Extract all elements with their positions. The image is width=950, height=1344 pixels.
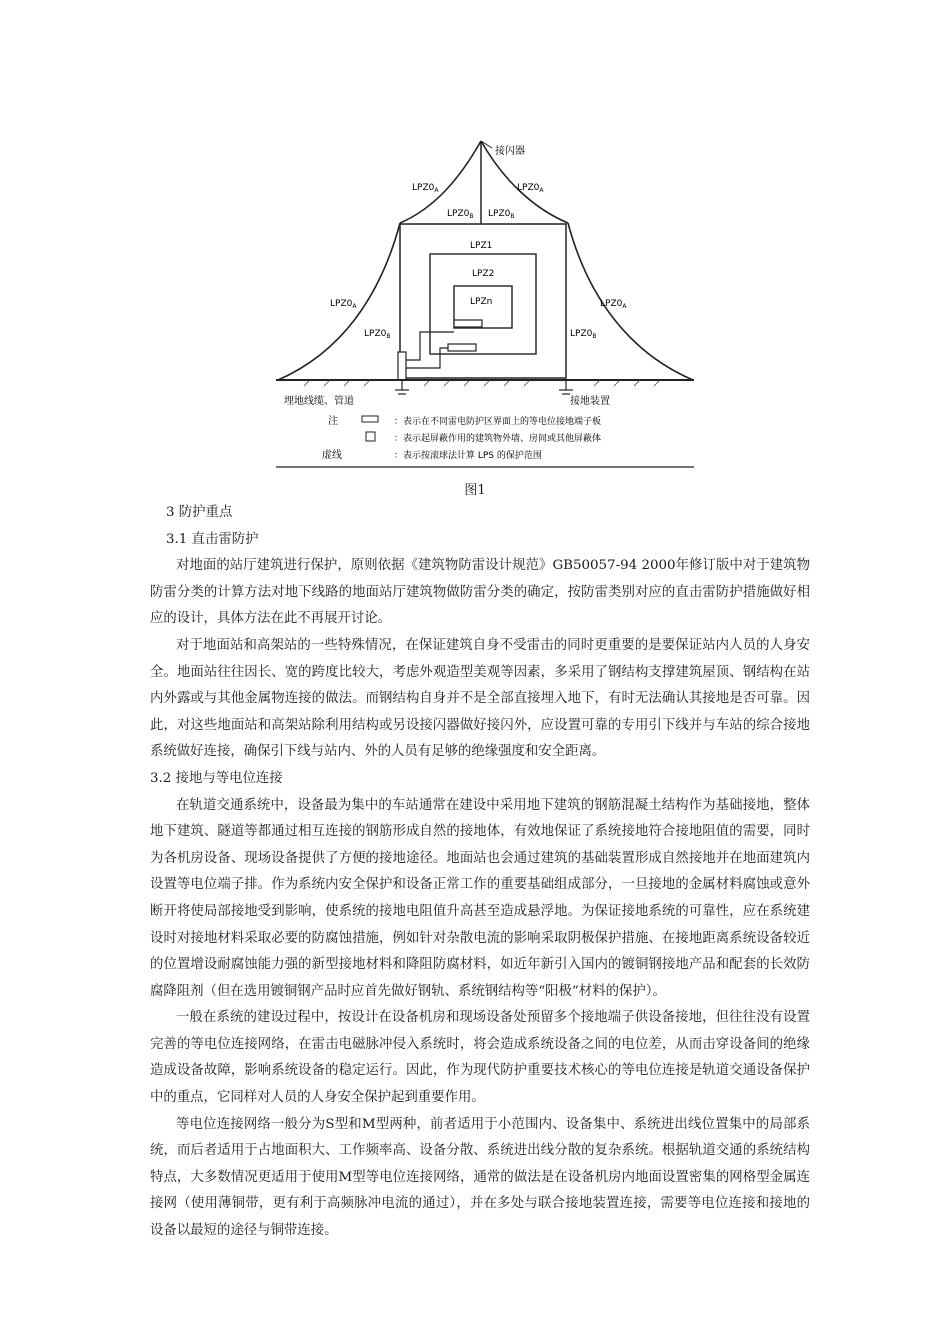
paragraph-2: 对于地面站和高架站的一些特殊情况，在保证建筑自身不受雷击的同时更重要的是要保证站内人员的人身安全。地面站往往因长、宽的跨度比较大，考虑外观造型美观等因素，多采用了钢结构支撑建筑屋顶、钢结构在站内外露或与其他金属物连接的做法。而钢结构自身并不是全部直接埋入地下，有时无法确认其接地是否可靠。因此，对这些地面站和高架站除利用结构或另设接闪器做好接闪外，应设置可靠的专用引下线并与车站的综合接地系统做好连接，确保引下线与站内、外的人员有足够的绝缘强度和安全距离。 (150, 637, 810, 760)
legend-line-3: ：表示按滚球法计算 LPS 的保护范围 (394, 451, 542, 461)
paragraph-4: 一般在系统的建设过程中，按设计在设备机房和现场设备处预留多个接地端子供设备接地，但往往没有设置完善的等电位连接网络，在雷击电磁脉冲侵入系统时，将会造成系统设备之间的电位差，从而击穿设备间的绝缘造成设备故障，影响系统设备的稳定运行。因此，作为现代防护重要技术核心的等电位连接是轨道交通设备保护中的重点，它同样对人员的人身安全保护起到重要作用。 (150, 1010, 810, 1106)
section-heading-3: 3 防护重点 (166, 505, 233, 520)
lightning-protection-zone-diagram (270, 128, 700, 473)
ground-symbol-left (395, 380, 409, 394)
body-text (150, 500, 810, 1245)
lpz0a-label-top-right: $LPZ0_A$ (517, 183, 544, 194)
grounding-device-label: 接地装置 (570, 396, 610, 407)
legend-line-1: ：表示在不同雷电防护区界面上的等电位接地端子板 (394, 417, 602, 427)
bonding-bar-lpz2 (448, 344, 476, 351)
lpz0b-label-left: $LPZ0_B$ (364, 329, 391, 340)
paragraph-5: 等电位连接网络一般分为S型和M型两种，前者适用于小范围内、设备集中、系统进出线位置集中的局部系统，而后者适用于占地面积大、工作频率高、设备分散、系统进出线分散的复杂系统。根据轨道交通的系统结构特点，大多数情况更适用于使用M型等电位连接网络，通常的做法是在设备机房内地面设置密集的网格型金属连接网（使用薄铜带，更有利于高频脉冲电流的通过），并在多处与联合接地装置连接，需要等电位连接和接地的设备以最短的途径与铜带连接。 (150, 1116, 810, 1239)
lpz2-label: LPZ2 (472, 269, 495, 279)
protection-curve-right (568, 223, 693, 380)
buried-cables-label: 埋地线缆、管道 (284, 396, 354, 407)
bonding-bar-entry (398, 352, 406, 380)
legend-note-key: 注 (328, 416, 338, 427)
lpz0a-label-left: $LPZ0_A$ (330, 299, 357, 310)
lpz0b-label-top-right: $LPZ0_B$ (488, 209, 515, 220)
lpz0a-label-top-left: $LPZ0_A$ (412, 183, 439, 194)
legend-bar-symbol (362, 416, 378, 422)
legend-shield-symbol (366, 432, 375, 441)
lpz1-label: LPZ1 (470, 241, 493, 251)
ground-symbol-right (559, 380, 573, 394)
bonding-bar-lpzn (454, 320, 482, 327)
legend-line-2: ：表示起屏蔽作用的建筑物外墙、房间或其他屏蔽体 (394, 434, 602, 444)
lpz0b-label-top-left: $LPZ0_B$ (447, 209, 474, 220)
paragraph-3: 在轨道交通系统中，设备最为集中的车站通常在建设中采用地下建筑的钢筋混凝土结构作为基础接地，整体地下建筑、隧道等都通过相互连接的钢筋形成自然的接地体，有效地保证了系统接地符合接地阻值的需要，同时为各机房设备、现场设备提供了方便的接地途径。地面站也会通过建筑的基础装置形成自然接地并在地面建筑内设置等电位端子排。作为系统内安全保护和设备正常工作的重要基础组成部分，一旦接地的金属材料腐蚀或意外断开将使局部接地受到影响，使系统的接地电阻值升高甚至造成悬浮地。为保证接地系统的可靠性，应在系统建设时对接地材料采取必要的防腐蚀措施，例如针对杂散电流的影响采取阴极保护措施、在接地距离系统设备较近的位置增设耐腐蚀能力强的新型接地材料和降阻防腐材料，如近年新引入国内的镀铜钢接地产品和配套的长效防腐降阻剂（但在选用镀铜钢产品时应首先做好钢轨、系统钢结构等“阳极”材料的保护）。 (150, 797, 810, 999)
lpz0a-label-right: $LPZ0_A$ (600, 299, 627, 310)
lpz0b-label-right: $LPZ0_B$ (570, 329, 597, 340)
lpzn-label: LPZn (470, 297, 493, 307)
legend-dashed-key: 虚线 (322, 450, 342, 461)
figure-caption: 图1 (464, 483, 486, 498)
section-heading-3-2: 3.2 接地与等电位连接 (150, 770, 283, 786)
section-heading-3-1: 3.1 直击雷防护 (166, 531, 259, 547)
paragraph-1: 对地面的站厅建筑进行保护，原则依据《建筑物防雷设计规范》GB50057-94 2000年修订版中对于建筑物防雷分类的计算方法对地下线路的地面站厅建筑物做防雷分类的确定，按防雷类别对应的直击雷防护措施做好相应的设计，具体方法在此不再展开讨论。 (150, 558, 810, 627)
air-terminal-label: 接闪器 (495, 146, 525, 157)
